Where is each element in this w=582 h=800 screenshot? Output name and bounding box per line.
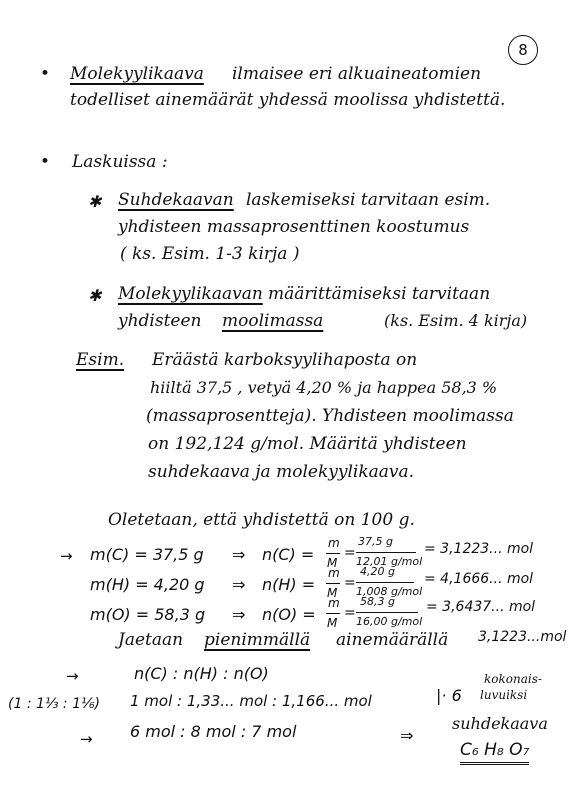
example-line: suhdekaava ja molekyylikaava. — [148, 462, 415, 482]
implies-icon: ⇒ — [232, 575, 246, 594]
item2-line1-rest: määrittämiseksi tarvitaan — [268, 284, 491, 304]
item2-line2-a: yhdisteen — [118, 311, 202, 331]
fraction-bar — [356, 582, 414, 583]
amount-o: n(O) = — [262, 605, 316, 624]
fraction-bar — [326, 613, 340, 614]
molecular-formula: C₆ H₈ O₇ — [460, 740, 529, 765]
ratio-header: n(C) : n(H) : n(O) — [134, 664, 269, 683]
equals-sign: = — [344, 605, 356, 621]
item2-term: Molekyylikaavan — [118, 284, 263, 304]
item1-star: ✱ — [88, 192, 102, 211]
result-c: = 3,1223... mol — [424, 541, 534, 557]
example-line: hiiltä 37,5 , vetyä 4,20 % ja happea 58,3 % — [150, 378, 498, 397]
intro-line2: todelliset ainemäärät yhdessä moolissa yhdistettä. — [70, 90, 506, 110]
divide-a: Jaetaan — [118, 630, 184, 650]
item1-line1-rest: laskemiseksi tarvitaan esim. — [246, 190, 491, 210]
item2-line2-b: moolimassa — [222, 311, 324, 331]
ratio-row1: 1 mol : 1,33... mol : 1,166... mol — [130, 692, 372, 710]
ratio-fractional: (1 : 1⅓ : 1⅙) — [8, 696, 101, 712]
divide-value: 3,1223...mol — [478, 629, 567, 645]
frac-den: 12,01 g/mol — [356, 555, 423, 568]
frac-num: m — [328, 536, 340, 550]
arrow-icon: → — [66, 667, 79, 685]
frac-den: 16,00 g/mol — [356, 615, 423, 628]
example-line: Eräästä karboksyylihaposta on — [152, 350, 418, 370]
mass-c: m(C) = 37,5 g — [90, 545, 204, 564]
calc-bullet: • — [40, 152, 51, 172]
result-o: = 3,6437... mol — [426, 599, 536, 615]
example-label: Esim. — [76, 350, 125, 370]
intro-line1-rest: ilmaisee eri alkuaineatomien — [232, 64, 482, 84]
frac-num: 4,20 g — [360, 565, 395, 578]
integers-note: luvuiksi — [480, 688, 528, 702]
calc-heading: Laskuissa : — [72, 152, 168, 172]
intro-term: Molekyylikaava — [70, 64, 204, 84]
mass-h: m(H) = 4,20 g — [90, 575, 205, 594]
divide-c: ainemäärällä — [336, 630, 449, 650]
item2-line2-c: (ks. Esim. 4 kirja) — [384, 311, 528, 330]
example-line: on 192,124 g/mol. Määritä yhdisteen — [148, 434, 467, 454]
fraction-bar — [356, 552, 416, 553]
assumption-text: Oletetaan, että yhdistettä on 100 g. — [108, 510, 415, 530]
frac-den: M — [327, 556, 338, 570]
implies-icon: ⇒ — [400, 726, 414, 745]
result-label: suhdekaava — [452, 714, 548, 733]
ratio-row2: 6 mol : 8 mol : 7 mol — [130, 722, 297, 741]
equals-sign: = — [344, 575, 356, 591]
fraction-bar — [326, 553, 340, 554]
arrow-icon: → — [80, 730, 93, 748]
frac-num: m — [328, 566, 340, 580]
fraction-bar — [356, 612, 418, 613]
equals-sign: = — [344, 545, 356, 561]
item1-line2: yhdisteen massaprosenttinen koostumus — [118, 217, 470, 237]
frac-den: M — [327, 586, 338, 600]
item1-term: Suhdekaavan — [118, 190, 234, 210]
arrow-icon: → — [60, 547, 73, 565]
amount-c: n(C) = — [262, 545, 315, 564]
result-h: = 4,1666... mol — [424, 571, 534, 587]
implies-icon: ⇒ — [232, 545, 246, 564]
implies-icon: ⇒ — [232, 605, 246, 624]
amount-h: n(H) = — [262, 575, 316, 594]
frac-num: 37,5 g — [358, 535, 393, 548]
frac-den: M — [327, 616, 338, 630]
fraction-bar — [326, 583, 340, 584]
frac-num: 58,3 g — [360, 595, 395, 608]
example-line: (massaprosentteja). Yhdisteen moolimassa — [146, 406, 514, 426]
divide-b: pienimmällä — [204, 630, 311, 650]
intro-bullet: • — [40, 64, 51, 84]
item1-line3: ( ks. Esim. 1-3 kirja ) — [120, 244, 300, 264]
item2-star: ✱ — [88, 286, 102, 305]
multiply-by-six: |· 6 — [436, 686, 462, 705]
mass-o: m(O) = 58,3 g — [90, 605, 206, 624]
page-number: 8 — [508, 35, 538, 65]
frac-den: 1,008 g/mol — [356, 585, 423, 598]
frac-num: m — [328, 596, 340, 610]
integers-note: kokonais- — [484, 672, 542, 686]
